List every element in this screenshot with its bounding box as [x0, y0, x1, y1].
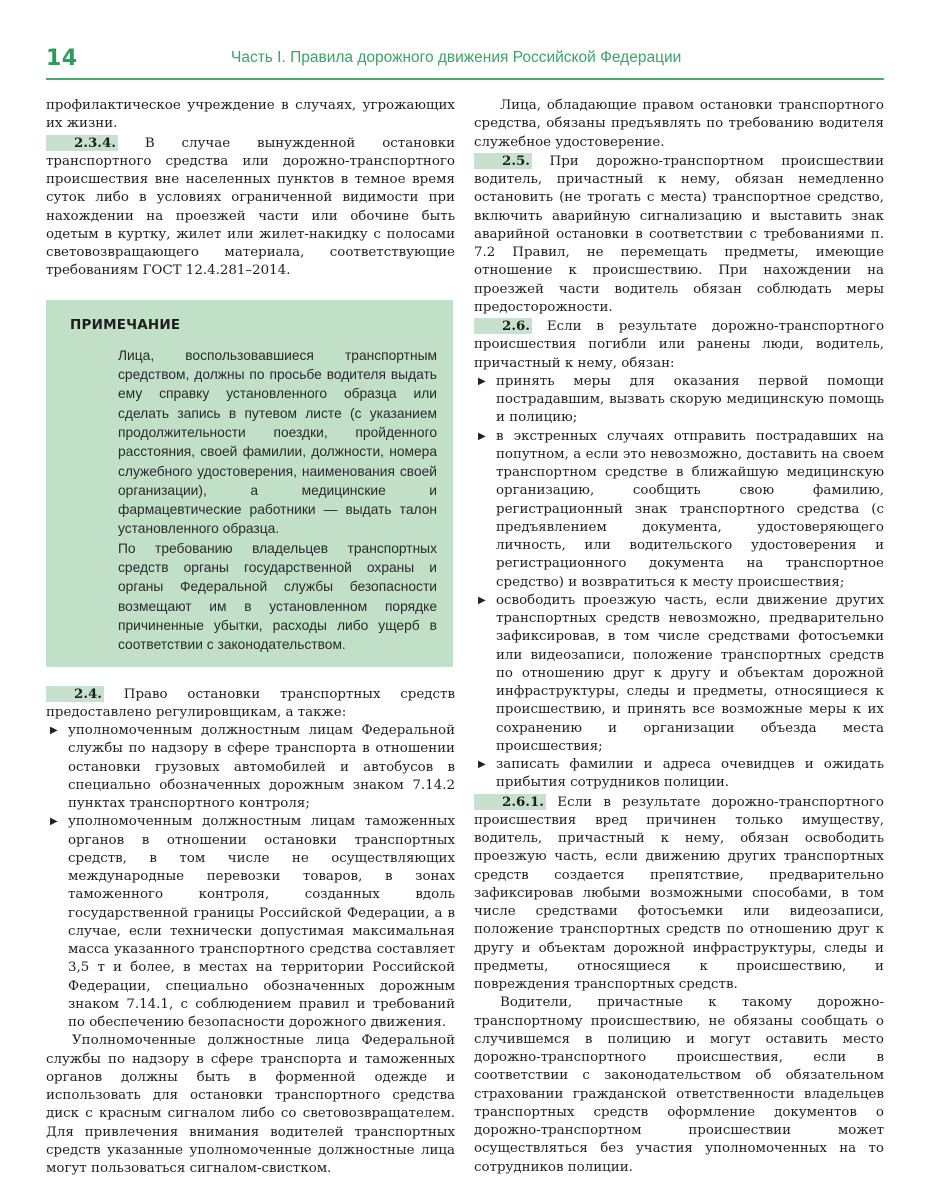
- list-item: ▶ уполномоченным должностным лицам таможенных органов в отношении остановки транспортных средств, в том числе не осуществляющих международные перевозки товаров, в зонах таможенного контроля, созданных вдоль государственной границы Российской Федерации, а в случае, если технически допустимая максимальная масса указанного транспортного средства составляет 3,5 т и более, в местах на территории Российской Федерации, специально обозначенных дорожным знаком 7.14.1, с соблюдением правил и требований по обеспечению безопасности дорожного движения.: [50, 814, 455, 1030]
- bullet-list: [46, 722, 455, 1032]
- list-item: ▶ принять меры для оказания первой помощи пострадавшим, вызвать скорую медицинскую помощь и полицию;: [478, 373, 884, 426]
- header-divider: [46, 78, 884, 80]
- note-paragraph: По требованию владельцев транспортных средств органы государственной охраны и органы Федеральной службы безопасности возмещают им в установленном порядке причиненные убытки, расходы либо ущерб в соответствии с законодательством.: [118, 540, 437, 653]
- page-header: [46, 38, 884, 82]
- triangle-bullet-icon: ▶: [50, 816, 58, 828]
- section-number: 2.6.: [474, 318, 532, 334]
- list-item: ▶ освободить проезжую часть, если движение других транспортных средств невозможно, предварительно зафиксировав, в том числе средствами фотосъемки или видеозаписи, положение транспортных средств по отношению друг к другу и объектам дорожной инфраструктуры, следы и предметы, относящиеся к происшествию, и принять все возможные меры к их сохранению и организации объезда места происшествия;: [478, 592, 884, 754]
- note-box: [46, 300, 453, 667]
- running-title: Часть I. Правила дорожного движения Российской Федерации: [231, 49, 682, 66]
- list-item: ▶ в экстренных случаях отправить пострадавших на попутном, а если это невозможно, доставить на своем транспортном средстве в ближайшую медицинскую организацию, сообщить свою фамилию, регистрационный знак транспортного средства (с предъявлением документа, удостоверяющего личность, или водительского удостоверения и регистрационного документа на транспортное средство) и возвратиться к месту происшествия;: [478, 428, 884, 590]
- list-item: ▶ уполномоченным должностным лицам Федеральной службы по надзору в сфере транспорта в отношении остановки грузовых автомобилей и автобусов в специально обозначенных дорожным знаком 7.14.2 пунктах транспортного контроля;: [50, 723, 455, 811]
- left-column: [46, 97, 455, 1178]
- section-2-6-1: [474, 793, 884, 995]
- section-2-5: [474, 152, 884, 317]
- section-number: 2.4.: [46, 686, 104, 702]
- section-2-3-4: [46, 134, 455, 281]
- note-title: ПРИМЕЧАНИЕ: [70, 316, 181, 333]
- note-body: [70, 346, 437, 655]
- triangle-bullet-icon: ▶: [478, 375, 486, 387]
- right-column: [474, 97, 884, 1177]
- body-paragraph: Водители, причастные к такому дорожно-транспортному происшествию, не обязаны сообщать о случившемся в полицию и могут оставить место дорожно-транспортного происшествия, если в соответствии с законодательством об обязательном страховании гражданской ответственности владельцев транспортных средств оформление документов о дорожно-транспортном происшествии может осуществляться без участия уполномоченных на то сотрудников полиции.: [474, 995, 884, 1175]
- page-number: 14: [46, 46, 78, 71]
- triangle-bullet-icon: ▶: [478, 759, 486, 770]
- note-paragraph: Лица, воспользовавшиеся транспортным средством, должны по просьбе водителя выдать ему справку установленного образца или сделать запись в путевом листе (с указанием продолжительности поездки, пройденного расстояния, своей фамилии, должности, номера служебного удостоверения, наименования своей организации), а медицинские и фармацевтические работники — выдать талон установленного образца.: [118, 347, 437, 537]
- body-paragraph: Уполномоченные должностные лица Федеральной службы по надзору в сфере транспорта и таможенных органов должны быть в форменной одежде и использовать для остановки транспортного средства диск с красным сигналом либо со световозвращателем. Для привлечения внимания водителей транспортных средств указанные уполномоченные должностные лица могут пользоваться сигналом-свистком.: [46, 1033, 455, 1176]
- section-text: Право остановки транспортных средств предоставлено регулировщикам, а также:: [46, 686, 455, 720]
- section-2-4: [46, 685, 455, 723]
- bullet-list: [474, 373, 884, 793]
- section-number: 2.6.1.: [474, 794, 546, 810]
- section-text: В случае вынужденной остановки транспортного средства или дорожно-транспортного происшествия вне населенных пунктов в темное время суток либо в условиях ограниченной видимости при нахождении на проезжей части или обочине быть одетым в куртку, жилет или жилет-накидку с полосами световозвращающего материала, соответствующие требованиям ГОСТ 12.4.281–2014.: [46, 135, 455, 279]
- continuation-paragraph: профилактическое учреждение в случаях, угрожающих их жизни.: [46, 98, 455, 132]
- section-text: Если в результате дорожно-транспортного происшествия погибли или ранены люди, водитель, причастный к нему, обязан:: [474, 319, 884, 371]
- triangle-bullet-icon: ▶: [478, 430, 486, 442]
- section-number: 2.3.4.: [46, 135, 118, 151]
- list-item: ▶ записать фамилии и адреса очевидцев и ожидать прибытия сотрудников полиции.: [478, 757, 884, 791]
- section-text: Если в результате дорожно-транспортного происшествия вред причинен только имуществу, водитель, причастный к нему, обязан освободить проезжую часть, если движению других транспортных средств создается препятствие, предварительно зафиксировав любыми возможными способами, в том числе средствами фотосъемки или видеозаписи, положение транспортных средств по отношению друг к другу и объектам дорожной инфраструктуры, следы и предметы, относящиеся к происшествию, и повреждения транспортных средств.: [474, 794, 884, 992]
- body-paragraph: Лица, обладающие правом остановки транспортного средства, обязаны предъявлять по требованию водителя служебное удостоверение.: [474, 98, 884, 150]
- triangle-bullet-icon: ▶: [478, 594, 486, 606]
- section-2-6: [474, 317, 884, 373]
- section-text: При дорожно-транспортном происшествии водитель, причастный к нему, обязан немедленно остановить (не трогать с места) транспортное средство, включить аварийную сигнализацию и выставить знак аварийной остановки в соответствии с требованиями п. 7.2 Правил, не перемещать предметы, имеющие отношение к происшествию. При нахождении на проезжей части водитель обязан соблюдать меры предосторожности.: [474, 153, 884, 315]
- section-number: 2.5.: [474, 153, 532, 169]
- triangle-bullet-icon: ▶: [50, 725, 58, 736]
